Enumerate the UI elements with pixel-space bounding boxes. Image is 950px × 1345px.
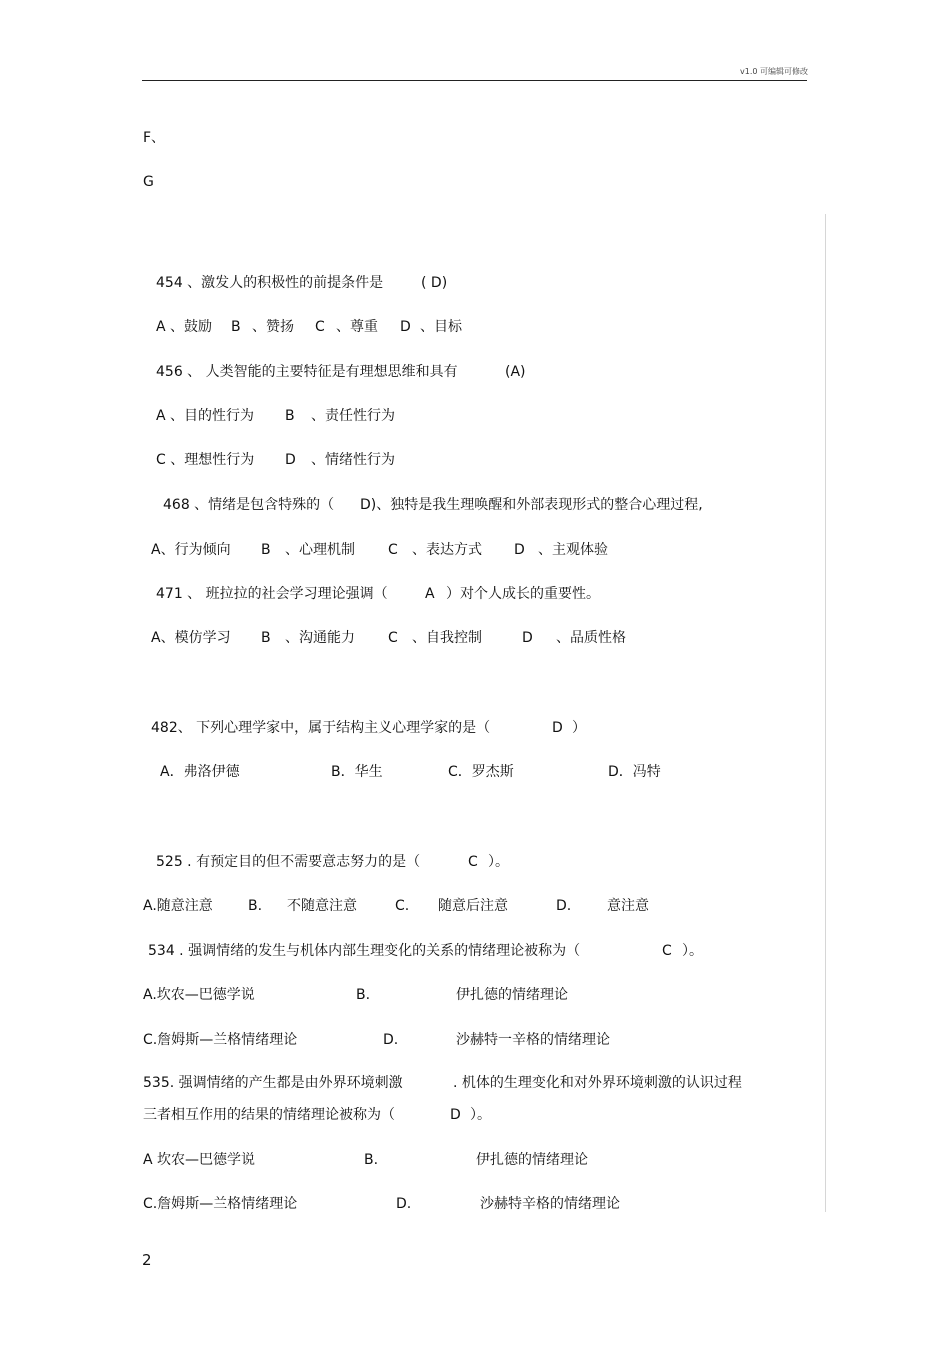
- option-text: A 、鼓励: [156, 319, 213, 335]
- option-letter: B: [261, 630, 271, 646]
- header-rule: [142, 80, 807, 81]
- option-text: A、模仿学习: [151, 630, 231, 646]
- letter-g: G: [143, 174, 154, 190]
- option-text: A.坎农—巴德学说: [143, 987, 255, 1003]
- question-stem: 525 . 有预定目的但不需要意志努力的是（: [156, 854, 421, 870]
- option-text: 沙赫特一辛格的情绪理论: [456, 1032, 610, 1048]
- option-text: 、情绪性行为: [311, 452, 395, 468]
- option-text: C.詹姆斯—兰格情绪理论: [143, 1032, 298, 1048]
- question-answer: D: [552, 720, 563, 736]
- option-text: A 、目的性行为: [156, 408, 255, 424]
- option-text: 、自我控制: [412, 630, 482, 646]
- question-stem: 482、 下列心理学家中，属于结构主义心理学家的是（: [151, 720, 491, 736]
- option-letter: C.: [395, 898, 410, 914]
- option-letter: C: [388, 542, 398, 558]
- option-text: 意注意: [607, 898, 649, 914]
- question-answer: ( D): [421, 275, 448, 291]
- option-text: C.詹姆斯—兰格情绪理论: [143, 1196, 298, 1212]
- option-text: D．冯特: [608, 764, 661, 780]
- question-stem-line2: 三者相互作用的结果的情绪理论被称为（: [143, 1107, 395, 1123]
- option-text: 沙赫特辛格的情绪理论: [480, 1196, 620, 1212]
- option-text: 伊扎德的情绪理论: [476, 1152, 588, 1168]
- question-stem-cont: D)、独特是我生理唤醒和外部表现形式的整合心理过程,: [360, 497, 703, 513]
- option-text: C 、理想性行为: [156, 452, 255, 468]
- option-text: 、责任性行为: [311, 408, 395, 424]
- option-text: 、赞扬: [252, 319, 294, 335]
- option-text: 伊扎德的情绪理论: [456, 987, 568, 1003]
- question-stem-end: ）: [572, 720, 586, 736]
- question-stem: 454 、激发人的积极性的前提条件是: [156, 275, 384, 291]
- question-answer: (A): [505, 364, 526, 380]
- option-text: 不随意注意: [287, 898, 357, 914]
- page-number: 2: [142, 1251, 152, 1269]
- question-answer: C: [468, 854, 478, 870]
- option-text: A．弗洛伊德: [160, 764, 240, 780]
- option-text: 、品质性格: [556, 630, 626, 646]
- option-text: 、尊重: [336, 319, 378, 335]
- question-stem-end: ）对个人成长的重要性。: [446, 586, 600, 602]
- option-text: 、表达方式: [412, 542, 482, 558]
- option-text: 、心理机制: [285, 542, 355, 558]
- option-letter: C: [388, 630, 398, 646]
- question-answer: C: [662, 943, 672, 959]
- option-letter: B: [261, 542, 271, 558]
- question-stem-cont: . 机体的生理变化和对外界环境刺激的认识过程: [453, 1075, 742, 1091]
- option-text: 、目标: [420, 319, 462, 335]
- option-letter: B.: [248, 898, 263, 914]
- option-text: 随意后注意: [438, 898, 508, 914]
- option-letter: C: [315, 319, 325, 335]
- option-letter: D.: [396, 1196, 412, 1212]
- option-text: 、主观体验: [538, 542, 608, 558]
- question-answer: A: [425, 586, 435, 602]
- question-stem-end: ）。: [470, 1107, 491, 1123]
- option-letter: B.: [356, 987, 371, 1003]
- question-stem: 534 . 强调情绪的发生与机体内部生理变化的关系的情绪理论被称为（: [148, 943, 581, 959]
- question-stem: 468 、情绪是包含特殊的（: [163, 497, 335, 513]
- option-letter: D: [514, 542, 525, 558]
- question-stem-end: ）。: [488, 854, 509, 870]
- option-text: 、沟通能力: [285, 630, 355, 646]
- option-letter: D: [285, 452, 296, 468]
- option-letter: D.: [383, 1032, 399, 1048]
- option-letter: B.: [364, 1152, 379, 1168]
- option-letter: B: [285, 408, 295, 424]
- option-letter: B: [231, 319, 241, 335]
- option-text: A 坎农—巴德学说: [143, 1152, 256, 1168]
- option-letter: D: [400, 319, 411, 335]
- option-text: A.随意注意: [143, 898, 213, 914]
- question-answer: D: [450, 1107, 461, 1123]
- letter-f: F、: [143, 130, 166, 146]
- question-stem: 471 、 班拉拉的社会学习理论强调（: [156, 586, 388, 602]
- question-stem: 456 、 人类智能的主要特征是有理想思维和具有: [156, 364, 458, 380]
- question-stem-end: ）。: [682, 943, 703, 959]
- right-margin-line: [825, 214, 826, 1212]
- option-letter: D.: [556, 898, 572, 914]
- option-letter: D: [522, 630, 533, 646]
- option-text: C．罗杰斯: [448, 764, 514, 780]
- version-label: v1.0 可编辑可修改: [740, 67, 808, 76]
- option-text: A、行为倾向: [151, 542, 231, 558]
- question-stem: 535. 强调情绪的产生都是由外界环境刺激: [143, 1075, 403, 1091]
- option-text: B．华生: [331, 764, 383, 780]
